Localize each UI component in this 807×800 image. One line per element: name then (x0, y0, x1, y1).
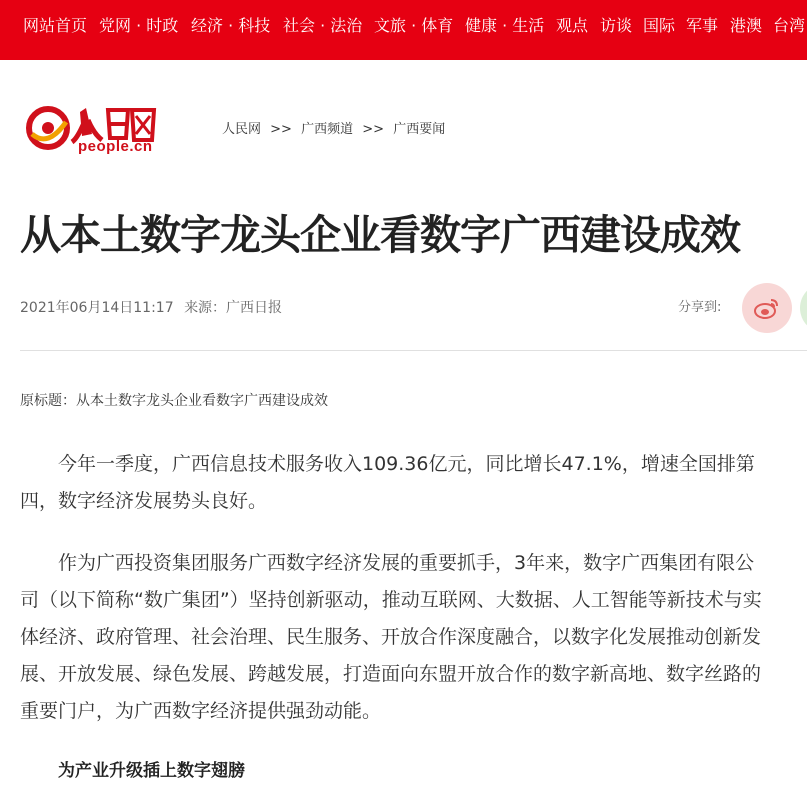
header-divider (20, 350, 807, 351)
article-paragraph: 作为广西投资集团服务广西数字经济发展的重要抓手，3年来，数字广西集团有限公司（以下简称“数广集团”）坚持创新驱动，推动互联网、大数据、人工智能等新技术与实体经济、政府管理、社会治理、民生服务、开放合作深度融合，以数字化发展推动创新发展、开放发展、绿色发展、跨越发展，打造面向东盟开放合作的数字新高地、数字丝路的重要门户，为广西数字经济提供强劲动能。 (20, 552, 762, 722)
breadcrumb-separator: >> (362, 122, 385, 137)
article-subheading: 为产业升级插上数字翅膀 (58, 761, 245, 781)
publish-date: 2021年06月14日11:17 (20, 300, 174, 316)
nav-item-health[interactable]: 健康 · 生活 (465, 16, 545, 35)
nav-item-intl[interactable]: 国际 (643, 16, 676, 35)
nav-item-opinion[interactable]: 观点 (556, 16, 589, 35)
breadcrumb-item-home[interactable]: 人民网 (222, 122, 262, 137)
logo-domain-text: people.cn (78, 138, 153, 155)
top-nav-bar (0, 0, 807, 60)
nav-item-economy[interactable]: 经济 · 科技 (191, 16, 271, 35)
article-paragraph: 今年一季度，广西信息技术服务收入109.36亿元，同比增长47.1%，增速全国排第四，数字经济发展势头良好。 (20, 453, 755, 512)
nav-item-culture[interactable]: 文旅 · 体育 (374, 16, 454, 35)
share-weibo-button[interactable] (742, 283, 792, 333)
nav-item-hkmacau[interactable]: 港澳 (730, 16, 763, 35)
nav-item-home[interactable]: 网站首页 (23, 16, 88, 35)
nav-item-interview[interactable]: 访谈 (600, 16, 633, 35)
weibo-icon (753, 296, 781, 320)
breadcrumb (222, 121, 445, 139)
original-title: 原标题：从本土数字龙头企业看数字广西建设成效 (20, 393, 328, 409)
breadcrumb-item-news[interactable]: 广西要闻 (393, 122, 446, 137)
article-title: 从本土数字龙头企业看数字广西建设成效 (20, 211, 740, 259)
breadcrumb-item-guangxi[interactable]: 广西频道 (301, 122, 354, 137)
share-label: 分享到: (678, 300, 722, 315)
nav-item-politics[interactable]: 党网 · 时政 (99, 16, 179, 35)
nav-item-military[interactable]: 军事 (686, 16, 719, 35)
nav-item-taiwan[interactable]: 台湾 (773, 16, 806, 35)
nav-item-society[interactable]: 社会 · 法治 (283, 16, 363, 35)
article-meta (20, 298, 288, 318)
share-wechat-button[interactable] (800, 283, 807, 333)
breadcrumb-separator: >> (270, 122, 292, 137)
article-source: 来源：广西日报 (184, 300, 283, 316)
